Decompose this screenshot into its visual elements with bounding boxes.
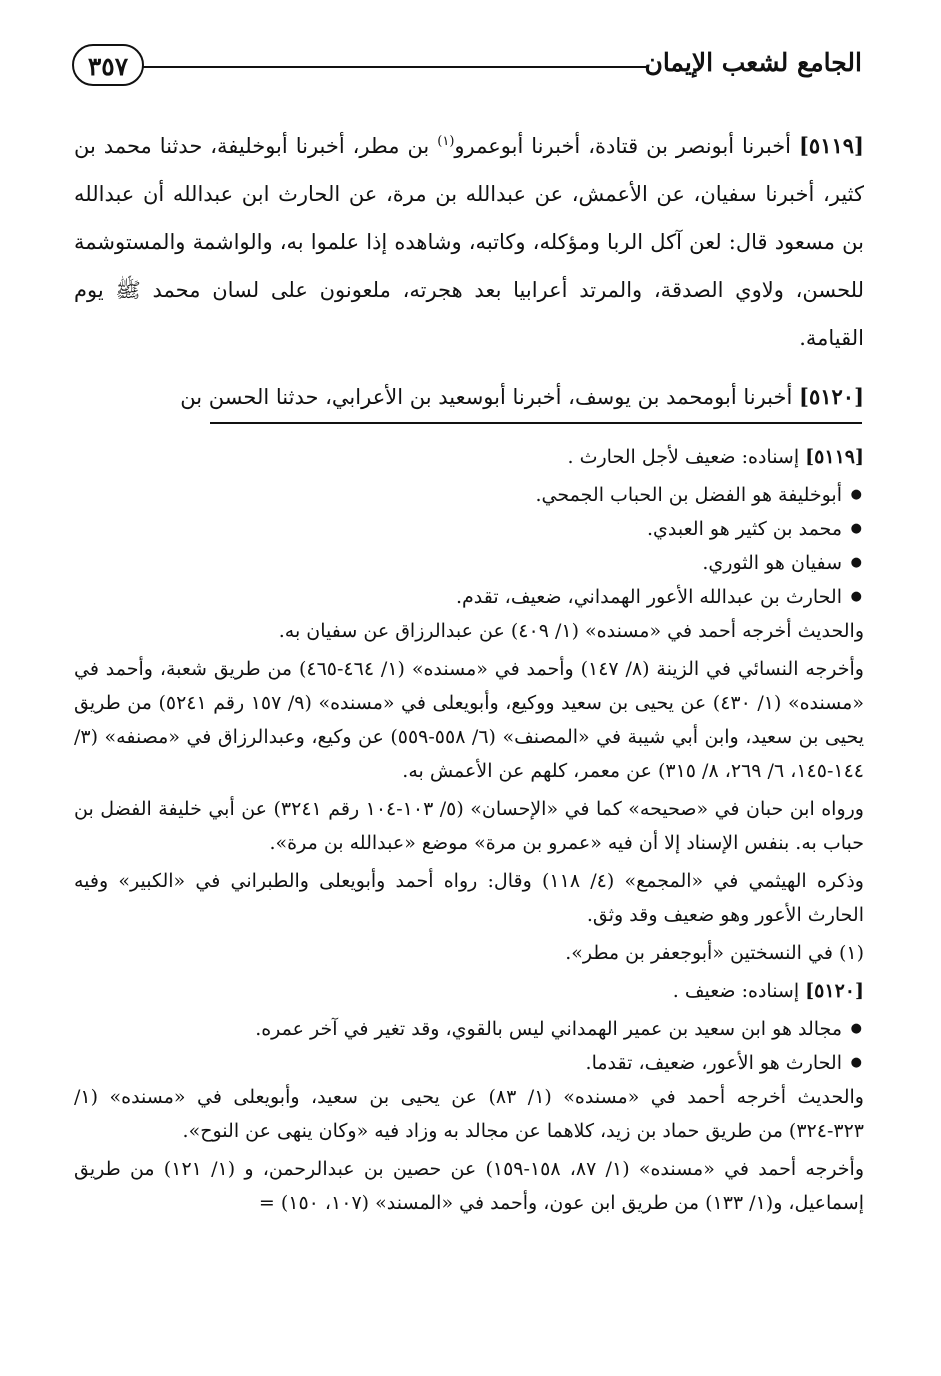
note-paragraph: وأخرجه النسائي في الزينة (٨/ ١٤٧) وأحمد في «مسنده» (١/ ٤٦٤-٤٦٥) من طريق شعبة، وأحمد في «مسنده» (١/ ٤٣٠) عن يحيى بن سعيد ووكيع، وأبويعلى في «مسنده» (٩/ ١٥٧ رقم ٥٢٤١) من طريق يحيى بن سعيد، وابن أبي شيبة في «المصنف» (٦/ ٥٥٨-٥٥٩) عن وكيع، وعبدالرزاق في «مصنفه» (٣/ ١٤٤-١٤٥، ٦/ ٢٦٩، ٨/ ٣١٥) عن معمر، كلهم عن الأعمش به. [74, 658, 864, 782]
note-paragraph: والحديث أخرجه أحمد في «مسنده» (١/ ٤٠٩) عن عبدالرزاق عن سفيان به. [278, 620, 864, 642]
page-header [72, 38, 862, 94]
note-heading [74, 974, 864, 1008]
note-number: [٥١١٩] [805, 446, 864, 468]
narrator-item: ● أبوخليفة هو الفضل بن الحباب الجمحي. [74, 478, 842, 512]
note-paragraph: وذكره الهيثمي في «المجمع» (٤/ ١١٨) وقال: رواه أحمد وأبويعلى والطبراني في «الكبير» وفيه الحارث الأعور وهو ضعيف وقد وثق. [74, 870, 864, 926]
hadith-text: بن مطر، أخبرنا أبوخليفة، حدثنا محمد بن كثير، أخبرنا سفيان، عن الأعمش، عن عبدالله بن مرة، عن الحارث ابن عبدالله أن عبدالله بن مسعود قال: لعن آكل الربا ومؤكله، وكاتبه، وشاهده إذا علموا به، والواشمة والمستوشمة للحسن، ولاوي الصدقة، والمرتد أعرابيا بعد هجرته، ملعونون على لسان محمد ﷺ يوم القيامة. [74, 134, 864, 350]
main-text [74, 118, 864, 432]
footnote-separator [210, 422, 862, 424]
note-heading [74, 440, 864, 474]
header-rule [142, 66, 647, 68]
narrator-item: ● الحارث بن عبدالله الأعور الهمداني، ضعيف، تقدم. [74, 580, 842, 614]
page-number: ٣٥٧ [72, 44, 144, 86]
note-paragraph: ورواه ابن حبان في «صحيحه» كما في «الإحسان» (٥/ ١٠٣-١٠٤ رقم ٣٢٤١) عن أبي خليفة الفضل بن حباب به. بنفس الإسناد إلا أن فيه «عمرو بن مرة» موضع «عبدالله بن مرة». [74, 798, 864, 854]
narrator-item: ● الحارث هو الأعور، ضعيف، تقدما. [74, 1046, 842, 1080]
hadith-5119 [74, 118, 864, 362]
hadith-number: [٥١٢٠] [799, 384, 864, 409]
note-heading-text: إسناده: ضعيف لأجل الحارث . [567, 446, 800, 468]
narrator-list [74, 478, 864, 614]
hadith-text: أخبرنا أبونصر بن قتادة، أخبرنا أبوعمرو [454, 134, 792, 158]
narrator-item: ● سفيان هو الثوري. [74, 546, 842, 580]
note-heading-text: إسناده: ضعيف . [672, 980, 800, 1002]
footnotes [74, 440, 864, 1224]
note-number: [٥١٢٠] [805, 980, 864, 1002]
note-paragraph: والحديث أخرجه أحمد في «مسنده» (١/ ٨٣) عن يحيى بن سعيد، وأبويعلى في «مسنده» (١/ ٣٢٣-٣٢٤) من طريق حماد بن زيد، كلاهما عن مجالد به وزاد فيه «وكان ينهى عن النوح». [74, 1086, 864, 1142]
hadith-number: [٥١١٩] [798, 133, 864, 158]
book-title: الجامع لشعب الإيمان [644, 48, 862, 77]
footnote-ref: (١) [437, 134, 455, 149]
footnote: (١) في النسختين «أبوجعفر بن مطر». [565, 942, 864, 964]
narrator-item: ● مجالد هو ابن سعيد بن عمير الهمداني ليس بالقوي، وقد تغير في آخر عمره. [74, 1012, 842, 1046]
narrator-item: ● محمد بن كثير هو العبدي. [74, 512, 842, 546]
note-paragraph: وأخرجه أحمد في «مسنده» (١/ ٨٧، ١٥٨-١٥٩) عن حصين بن عبدالرحمن، و (١/ ١٢١) من طريق إسماعيل، و(١/ ١٣٣) من طريق ابن عون، وأحمد في «المسند» (١٠٧، ١٥٠) = [74, 1158, 865, 1214]
hadith-text: أخبرنا أبومحمد بن يوسف، أخبرنا أبوسعيد بن الأعرابي، حدثنا الحسن بن [180, 385, 793, 409]
narrator-list [74, 1012, 864, 1080]
hadith-5120 [74, 373, 864, 421]
